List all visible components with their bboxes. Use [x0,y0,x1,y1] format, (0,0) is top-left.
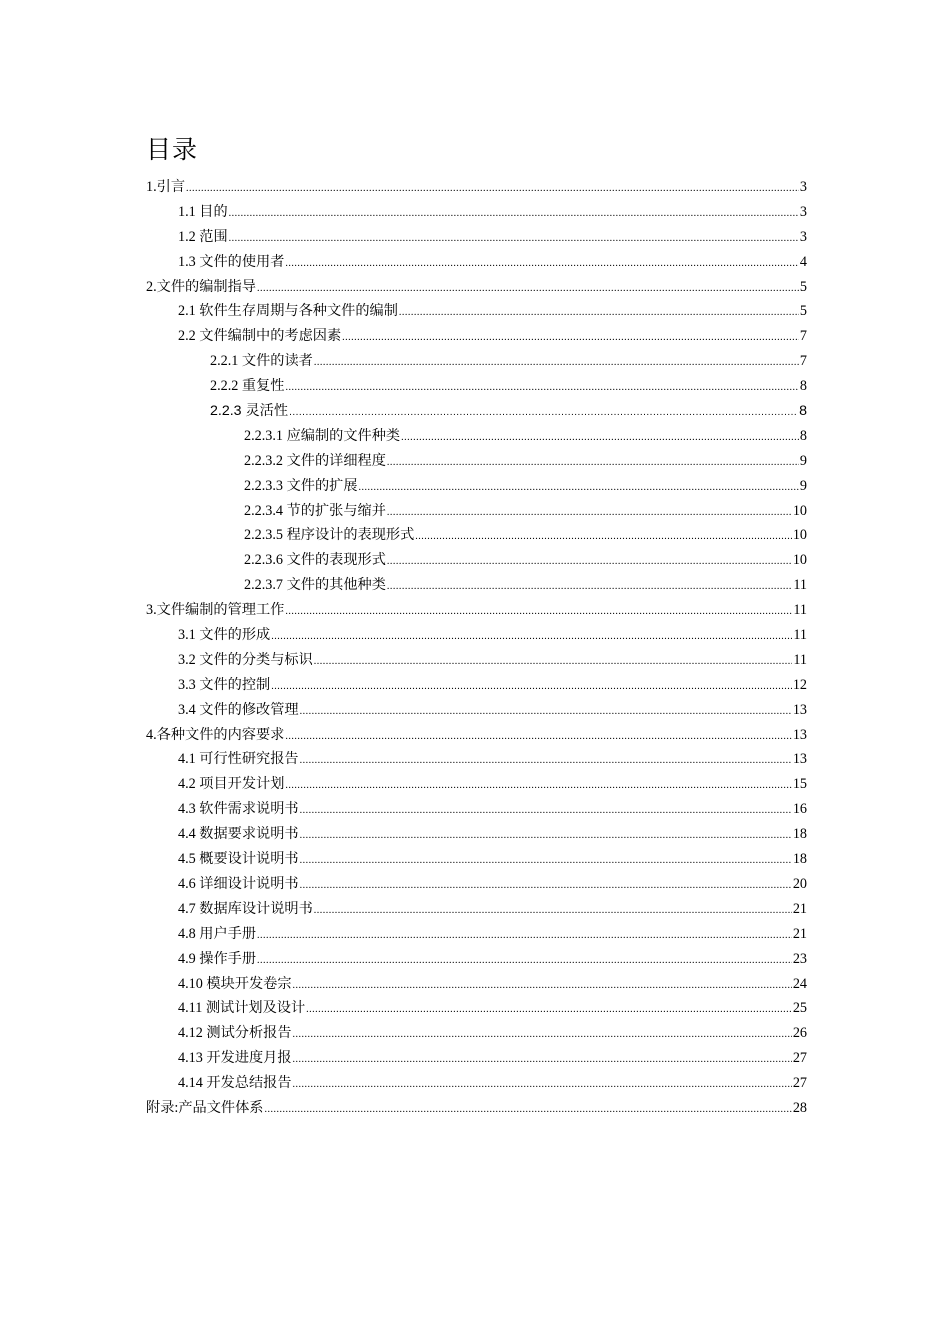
toc-dot-leader [314,651,793,673]
toc-dot-leader [359,477,799,499]
toc-entry[interactable] [146,1097,807,1122]
toc-entry[interactable] [146,176,807,201]
toc-dot-leader [387,551,792,573]
toc-entry-title: 4.3 软件需求说明书 [178,801,299,818]
toc-entry-title: 2.2.3.7 文件的其他种类 [244,577,386,594]
toc-dot-leader [186,178,799,200]
toc-entry[interactable] [146,997,807,1022]
toc-dot-leader [300,875,792,897]
toc-page-number: 8 [799,427,807,444]
toc-entry[interactable] [146,325,807,350]
toc-dot-leader [264,1099,791,1121]
toc-entry[interactable] [146,375,807,400]
toc-entry[interactable] [146,350,807,375]
toc-entry-title: 4.10 模块开发卷宗 [178,975,292,992]
toc-page-number: 21 [792,925,807,942]
toc-entry-title: 2.2 文件编制中的考虑因素 [178,328,342,345]
toc-dot-leader [293,975,792,997]
toc-entry-title: 2.2.2 重复性 [210,378,285,395]
toc-entry[interactable] [146,624,807,649]
toc-entry-title: 1.引言 [146,179,186,195]
toc-page-number: 13 [792,701,807,718]
toc-dot-leader [257,278,799,300]
toc-page-number: 10 [792,502,807,519]
toc-title: 目录 [146,137,199,164]
toc-dot-leader [300,850,792,872]
toc-dot-leader [399,302,799,324]
toc-entry[interactable] [146,649,807,674]
toc-page-number: 23 [792,950,807,967]
toc-entry-title: 2.2.3.6 文件的表现形式 [244,552,386,569]
toc-entry[interactable] [146,948,807,973]
toc-dot-leader [342,327,799,349]
toc-page-number: 3 [799,179,807,195]
toc-dot-leader [257,950,792,972]
toc-entry-title: 2.2.3.3 文件的扩展 [244,477,358,494]
toc-page-number: 13 [792,726,807,743]
toc-entry[interactable] [146,201,807,226]
toc-entry[interactable] [146,475,807,500]
toc-entry[interactable] [146,425,807,450]
toc-page-number: 15 [792,776,807,793]
toc-entry[interactable] [146,599,807,624]
toc-dot-leader [300,825,792,847]
toc-entry-title: 4.11 测试计划及设计 [178,1000,306,1017]
toc-entry[interactable] [146,1047,807,1072]
toc-list [146,176,807,1122]
toc-dot-leader [415,526,792,548]
toc-page-number: 3 [799,228,807,245]
toc-entry[interactable] [146,500,807,525]
toc-entry-title: 4.13 开发进度月报 [178,1050,292,1067]
toc-page-number: 12 [792,676,807,693]
toc-entry[interactable] [146,848,807,873]
toc-entry-title: 4.6 详细设计说明书 [178,875,299,892]
toc-page-number: 4 [799,253,807,270]
toc-entry[interactable] [146,226,807,251]
toc-page-number: 20 [792,875,807,892]
toc-entry-title: 3.1 文件的形成 [178,627,271,644]
toc-dot-leader [387,576,792,598]
toc-dot-leader [314,352,799,374]
toc-dot-leader [285,253,798,275]
toc-entry[interactable] [146,549,807,574]
toc-page-number: 10 [792,552,807,569]
toc-entry-title: 1.3 文件的使用者 [178,253,285,270]
toc-entry-title: 4.12 测试分析报告 [178,1025,292,1042]
toc-page-number: 10 [792,527,807,544]
toc-entry-title: 4.7 数据库设计说明书 [178,900,313,917]
toc-entry[interactable] [146,823,807,848]
toc-dot-leader [289,402,798,424]
toc-entry-title: 附录:产品文件体系 [146,1099,264,1116]
toc-entry-title: 1.1 目的 [178,203,228,220]
toc-page-number: 3 [799,203,807,220]
toc-entry-title: 2.2.3.4 节的扩张与缩并 [244,502,386,519]
toc-entry-title: 2.2.1 文件的读者 [210,353,313,370]
toc-dot-leader [229,228,799,250]
toc-entry-title: 3.4 文件的修改管理 [178,701,299,718]
toc-entry-title: 2.2.3.5 程序设计的表现形式 [244,527,415,544]
toc-entry-title: 4.14 开发总结报告 [178,1075,292,1092]
toc-page-number: 8 [799,403,807,420]
toc-dot-leader [229,203,799,225]
toc-page-number: 21 [792,900,807,917]
toc-entry[interactable] [146,724,807,749]
toc-entry-title: 4.2 项目开发计划 [178,776,285,793]
toc-page-number: 26 [792,1025,807,1042]
toc-entry-title: 4.各种文件的内容要求 [146,726,285,743]
toc-dot-leader [387,502,792,524]
toc-entry[interactable] [146,798,807,823]
toc-page-number: 8 [799,378,807,395]
toc-page-number: 24 [792,975,807,992]
toc-page-number: 27 [792,1075,807,1092]
toc-dot-leader [293,1074,792,1096]
toc-entry[interactable] [146,1072,807,1097]
toc-entry-title: 4.1 可行性研究报告 [178,751,299,768]
toc-dot-leader [271,626,792,648]
toc-entry-title: 4.9 操作手册 [178,950,257,967]
toc-page-number: 13 [792,751,807,768]
toc-dot-leader [300,701,792,723]
toc-entry[interactable] [146,674,807,699]
toc-page-number: 11 [793,577,807,594]
toc-dot-leader [300,750,792,772]
toc-dot-leader [285,601,792,623]
toc-dot-leader [300,800,792,822]
toc-entry[interactable] [146,450,807,475]
toc-entry[interactable] [146,300,807,325]
toc-entry[interactable] [146,524,807,549]
toc-dot-leader [306,999,792,1021]
toc-entry[interactable] [146,898,807,923]
toc-entry-title: 3.文件编制的管理工作 [146,602,285,619]
toc-dot-leader [285,726,791,748]
toc-entry-title: 3.3 文件的控制 [178,676,271,693]
toc-page-number: 9 [799,452,807,469]
toc-entry-title: 2.2.3.1 应编制的文件种类 [244,427,401,444]
toc-entry[interactable] [146,1022,807,1047]
toc-entry[interactable] [146,923,807,948]
toc-dot-leader [387,452,799,474]
toc-page-number: 16 [792,801,807,818]
toc-entry-title: 3.2 文件的分类与标识 [178,651,313,668]
toc-entry-title: 4.8 用户手册 [178,925,257,942]
toc-page-number: 18 [792,826,807,843]
toc-page-number: 5 [799,303,807,320]
toc-dot-leader [293,1049,792,1071]
toc-entry-title: 2.文件的编制指导 [146,278,256,295]
toc-page-number: 18 [792,851,807,868]
toc-entry[interactable] [146,773,807,798]
toc-page-number: 7 [799,353,807,370]
toc-page-number: 7 [799,328,807,345]
toc-dot-leader [271,676,792,698]
toc-entry-title: 2.2.3 灵活性 [210,403,289,420]
toc-page-number: 11 [793,627,807,644]
toc-page-number: 27 [792,1050,807,1067]
toc-entry-title: 2.2.3.2 文件的详细程度 [244,452,386,469]
toc-page-number: 28 [792,1099,807,1116]
toc-dot-leader [401,427,799,449]
toc-dot-leader [285,775,791,797]
toc-entry[interactable] [146,574,807,599]
toc-page-number: 25 [792,1000,807,1017]
toc-entry[interactable] [146,251,807,276]
toc-page-number: 9 [799,477,807,494]
toc-page-number: 5 [799,278,807,295]
toc-entry[interactable] [146,748,807,773]
toc-entry-title: 1.2 范围 [178,228,228,245]
toc-entry[interactable] [146,699,807,724]
toc-dot-leader [257,925,792,947]
toc-entry[interactable] [146,276,807,301]
toc-entry[interactable] [146,873,807,898]
toc-dot-leader [293,1024,792,1046]
toc-entry[interactable] [146,973,807,998]
toc-dot-leader [286,377,799,399]
toc-entry[interactable] [146,400,807,425]
toc-entry-title: 2.1 软件生存周期与各种文件的编制 [178,303,398,320]
toc-entry-title: 4.5 概要设计说明书 [178,851,299,868]
toc-page-number: 11 [793,602,807,619]
toc-dot-leader [314,900,792,922]
toc-page-number: 11 [793,651,807,668]
toc-entry-title: 4.4 数据要求说明书 [178,826,299,843]
